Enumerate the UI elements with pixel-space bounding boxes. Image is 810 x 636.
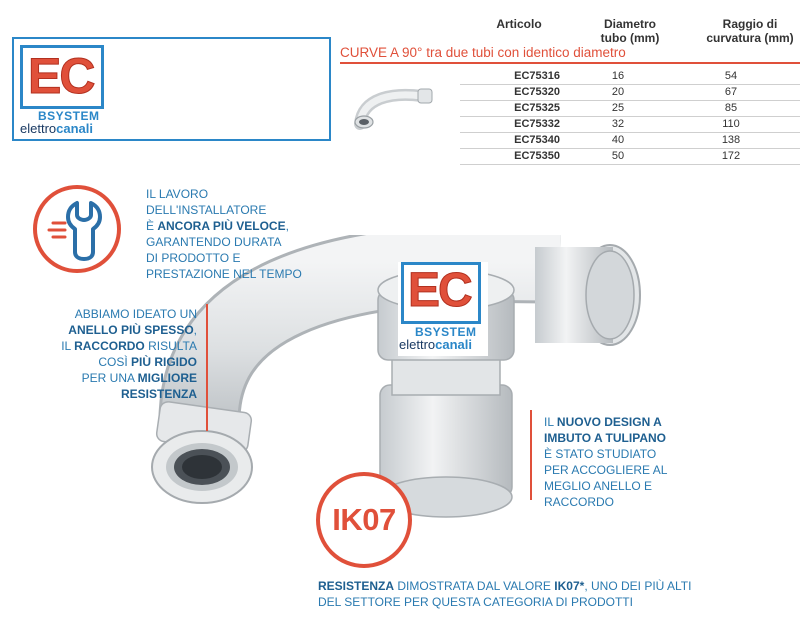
- wrench-icon: [37, 189, 117, 269]
- table-row: [460, 116, 800, 132]
- logo-bsystem: BSYSTEM: [38, 109, 100, 123]
- cell-code: EC75340: [460, 132, 574, 148]
- cell-diametro: 25: [574, 100, 662, 116]
- product-thumbnail: [352, 84, 438, 130]
- feature-ring-text: ABBIAMO IDEATO UN ANELLO PIÙ SPESSO, IL RACCORDO RISULTA COSÌ PIÙ RIGIDO PER UNA MIGLIORE RESISTENZA: [61, 307, 197, 401]
- logo-ec-letters: EC: [28, 48, 94, 104]
- table-row: [460, 100, 800, 116]
- table-row: [460, 132, 800, 148]
- cell-code: EC75316: [460, 68, 574, 84]
- ik07-badge: [316, 472, 412, 568]
- feature-resistance-text: RESISTENZA DIMOSTRATA DAL VALORE IK07*, UNO DEI PIÙ ALTI DEL SETTORE PER QUESTA CATEGORIA DI PRODOTTI: [318, 579, 692, 609]
- feature-design-text: IL NUOVO DESIGN A IMBUTO A TULIPANO È STATO STUDIATO PER ACCOGLIERE AL MEGLIO ANELLO E RACCORDO: [544, 415, 668, 509]
- brand-logo-product: [398, 262, 488, 356]
- product-title: CURVE A 90° tra due tubi con identico diametro: [340, 45, 626, 60]
- cell-raggio: 110: [662, 116, 800, 132]
- callout-line-left: [206, 304, 208, 431]
- logo-elettrocanali: elettrocanali: [20, 121, 93, 136]
- wrench-badge: [33, 185, 121, 273]
- ik07-label: IK07: [332, 502, 396, 537]
- table-row: [460, 148, 800, 164]
- cell-diametro: 20: [574, 84, 662, 100]
- speed-lines-icon: [49, 223, 65, 237]
- cell-raggio: 67: [662, 84, 800, 100]
- header-diametro: Diametro tubo (mm): [600, 17, 660, 45]
- cell-diametro: 50: [574, 148, 662, 164]
- callout-line-right: [530, 410, 532, 500]
- title-divider: [340, 62, 800, 64]
- header-raggio: Raggio di curvatura (mm): [706, 17, 794, 45]
- spec-table: [460, 68, 800, 165]
- cell-code: EC75325: [460, 100, 574, 116]
- cell-diametro: 16: [574, 68, 662, 84]
- feature-speed-text: IL LAVORO DELL'INSTALLATORE È ANCORA PIÙ VELOCE, GARANTENDO DURATA DI PRODOTTO E PRESTAZIONE NEL TEMPO: [146, 187, 302, 281]
- cell-raggio: 54: [662, 68, 800, 84]
- table-row: [460, 84, 800, 100]
- header-articolo: Articolo: [496, 17, 542, 31]
- cell-diametro: 40: [574, 132, 662, 148]
- cell-raggio: 138: [662, 132, 800, 148]
- cell-code: EC75332: [460, 116, 574, 132]
- table-row: [460, 68, 800, 84]
- brand-logo: [20, 45, 118, 137]
- cell-diametro: 32: [574, 116, 662, 132]
- logo-bsystem: BSYSTEM: [415, 325, 477, 339]
- logo-ec-letters: EC: [408, 264, 471, 317]
- cell-raggio: 85: [662, 100, 800, 116]
- cell-code: EC75350: [460, 148, 574, 164]
- logo-elettrocanali: elettrocanali: [399, 337, 472, 352]
- cell-raggio: 172: [662, 148, 800, 164]
- cell-code: EC75320: [460, 84, 574, 100]
